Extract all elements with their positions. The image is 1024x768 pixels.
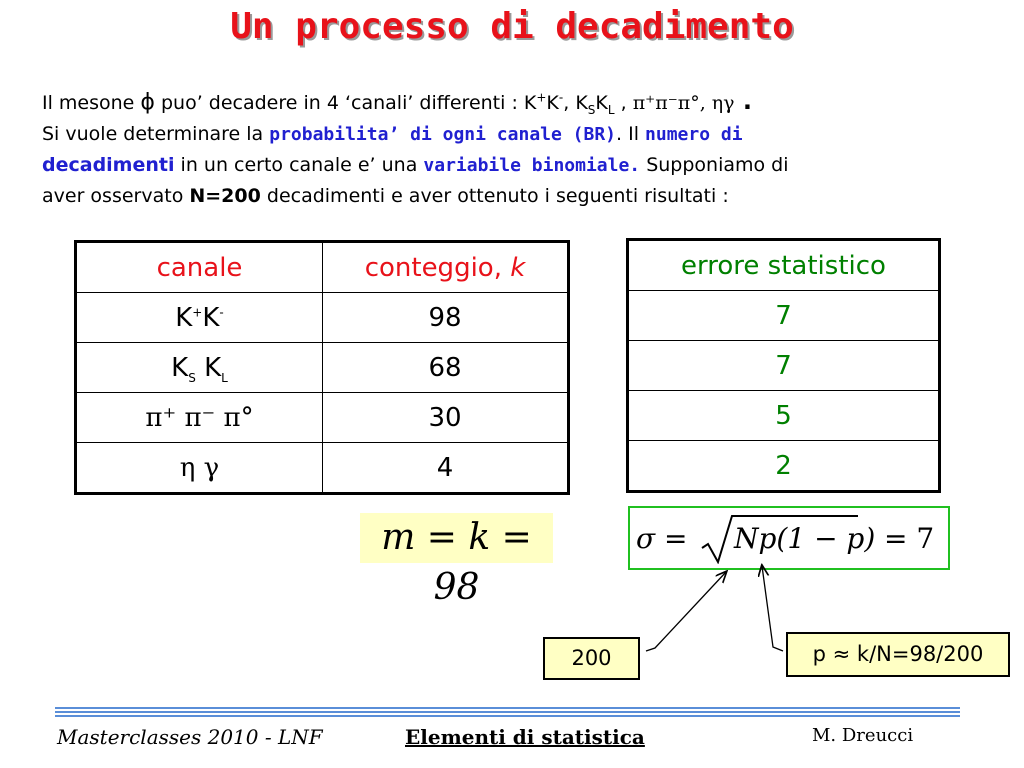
p-annotation: p ≈ k/N=98/200 (786, 632, 1010, 677)
slide-title: Un processo di decadimento (230, 6, 794, 47)
header-conteggio: conteggio, k (323, 242, 569, 293)
header-canale: canale (76, 242, 323, 293)
cell-count: 4 (323, 443, 569, 494)
cell-error: 5 (628, 391, 940, 441)
footer-divider (55, 707, 960, 719)
cell-error: 2 (628, 441, 940, 492)
cell-count: 98 (323, 293, 569, 343)
sigma-rhs: = 7 (884, 522, 935, 555)
cell-canale: η γ (76, 443, 323, 494)
arrow-n (646, 572, 726, 651)
header-errore: errore statistico (628, 240, 940, 291)
cell-canale: K+K- (76, 293, 323, 343)
intro-line-1: Il mesone ϕ puo’ decadere in 4 ‘canali’ differenti : K+K-, $K_SK_L$ , π⁺π⁻π°, ηγ . (42, 87, 753, 117)
footer-left: Masterclasses 2010 - LNF (57, 725, 323, 749)
cell-error: 7 (628, 291, 940, 341)
footer-right: M. Dreucci (812, 725, 914, 746)
intro-line-2: Si vuole determinare la probabilita’ di ogni canale (BR). Il numero di (42, 123, 743, 145)
mean-formula: m = k = 98 (360, 513, 553, 563)
cell-canale: π⁺ π⁻ π° (76, 393, 323, 443)
n-annotation: 200 (543, 637, 640, 680)
intro-line-3: decadimenti in un certo canale e’ una variabile binomiale. Supponiamo di (42, 154, 789, 176)
cell-canale: $K_S$ $K_L$ (76, 343, 323, 393)
arrow-p (762, 566, 783, 651)
footer-center: Elementi di statistica (405, 725, 645, 749)
sigma-lhs: σ = (636, 522, 688, 555)
sigma-radicand: Np(1 − p) (734, 522, 876, 555)
cell-error: 7 (628, 341, 940, 391)
cell-count: 68 (323, 343, 569, 393)
intro-line-4: aver osservato N=200 decadimenti e aver ottenuto i seguenti risultati : (42, 185, 729, 207)
cell-count: 30 (323, 393, 569, 443)
